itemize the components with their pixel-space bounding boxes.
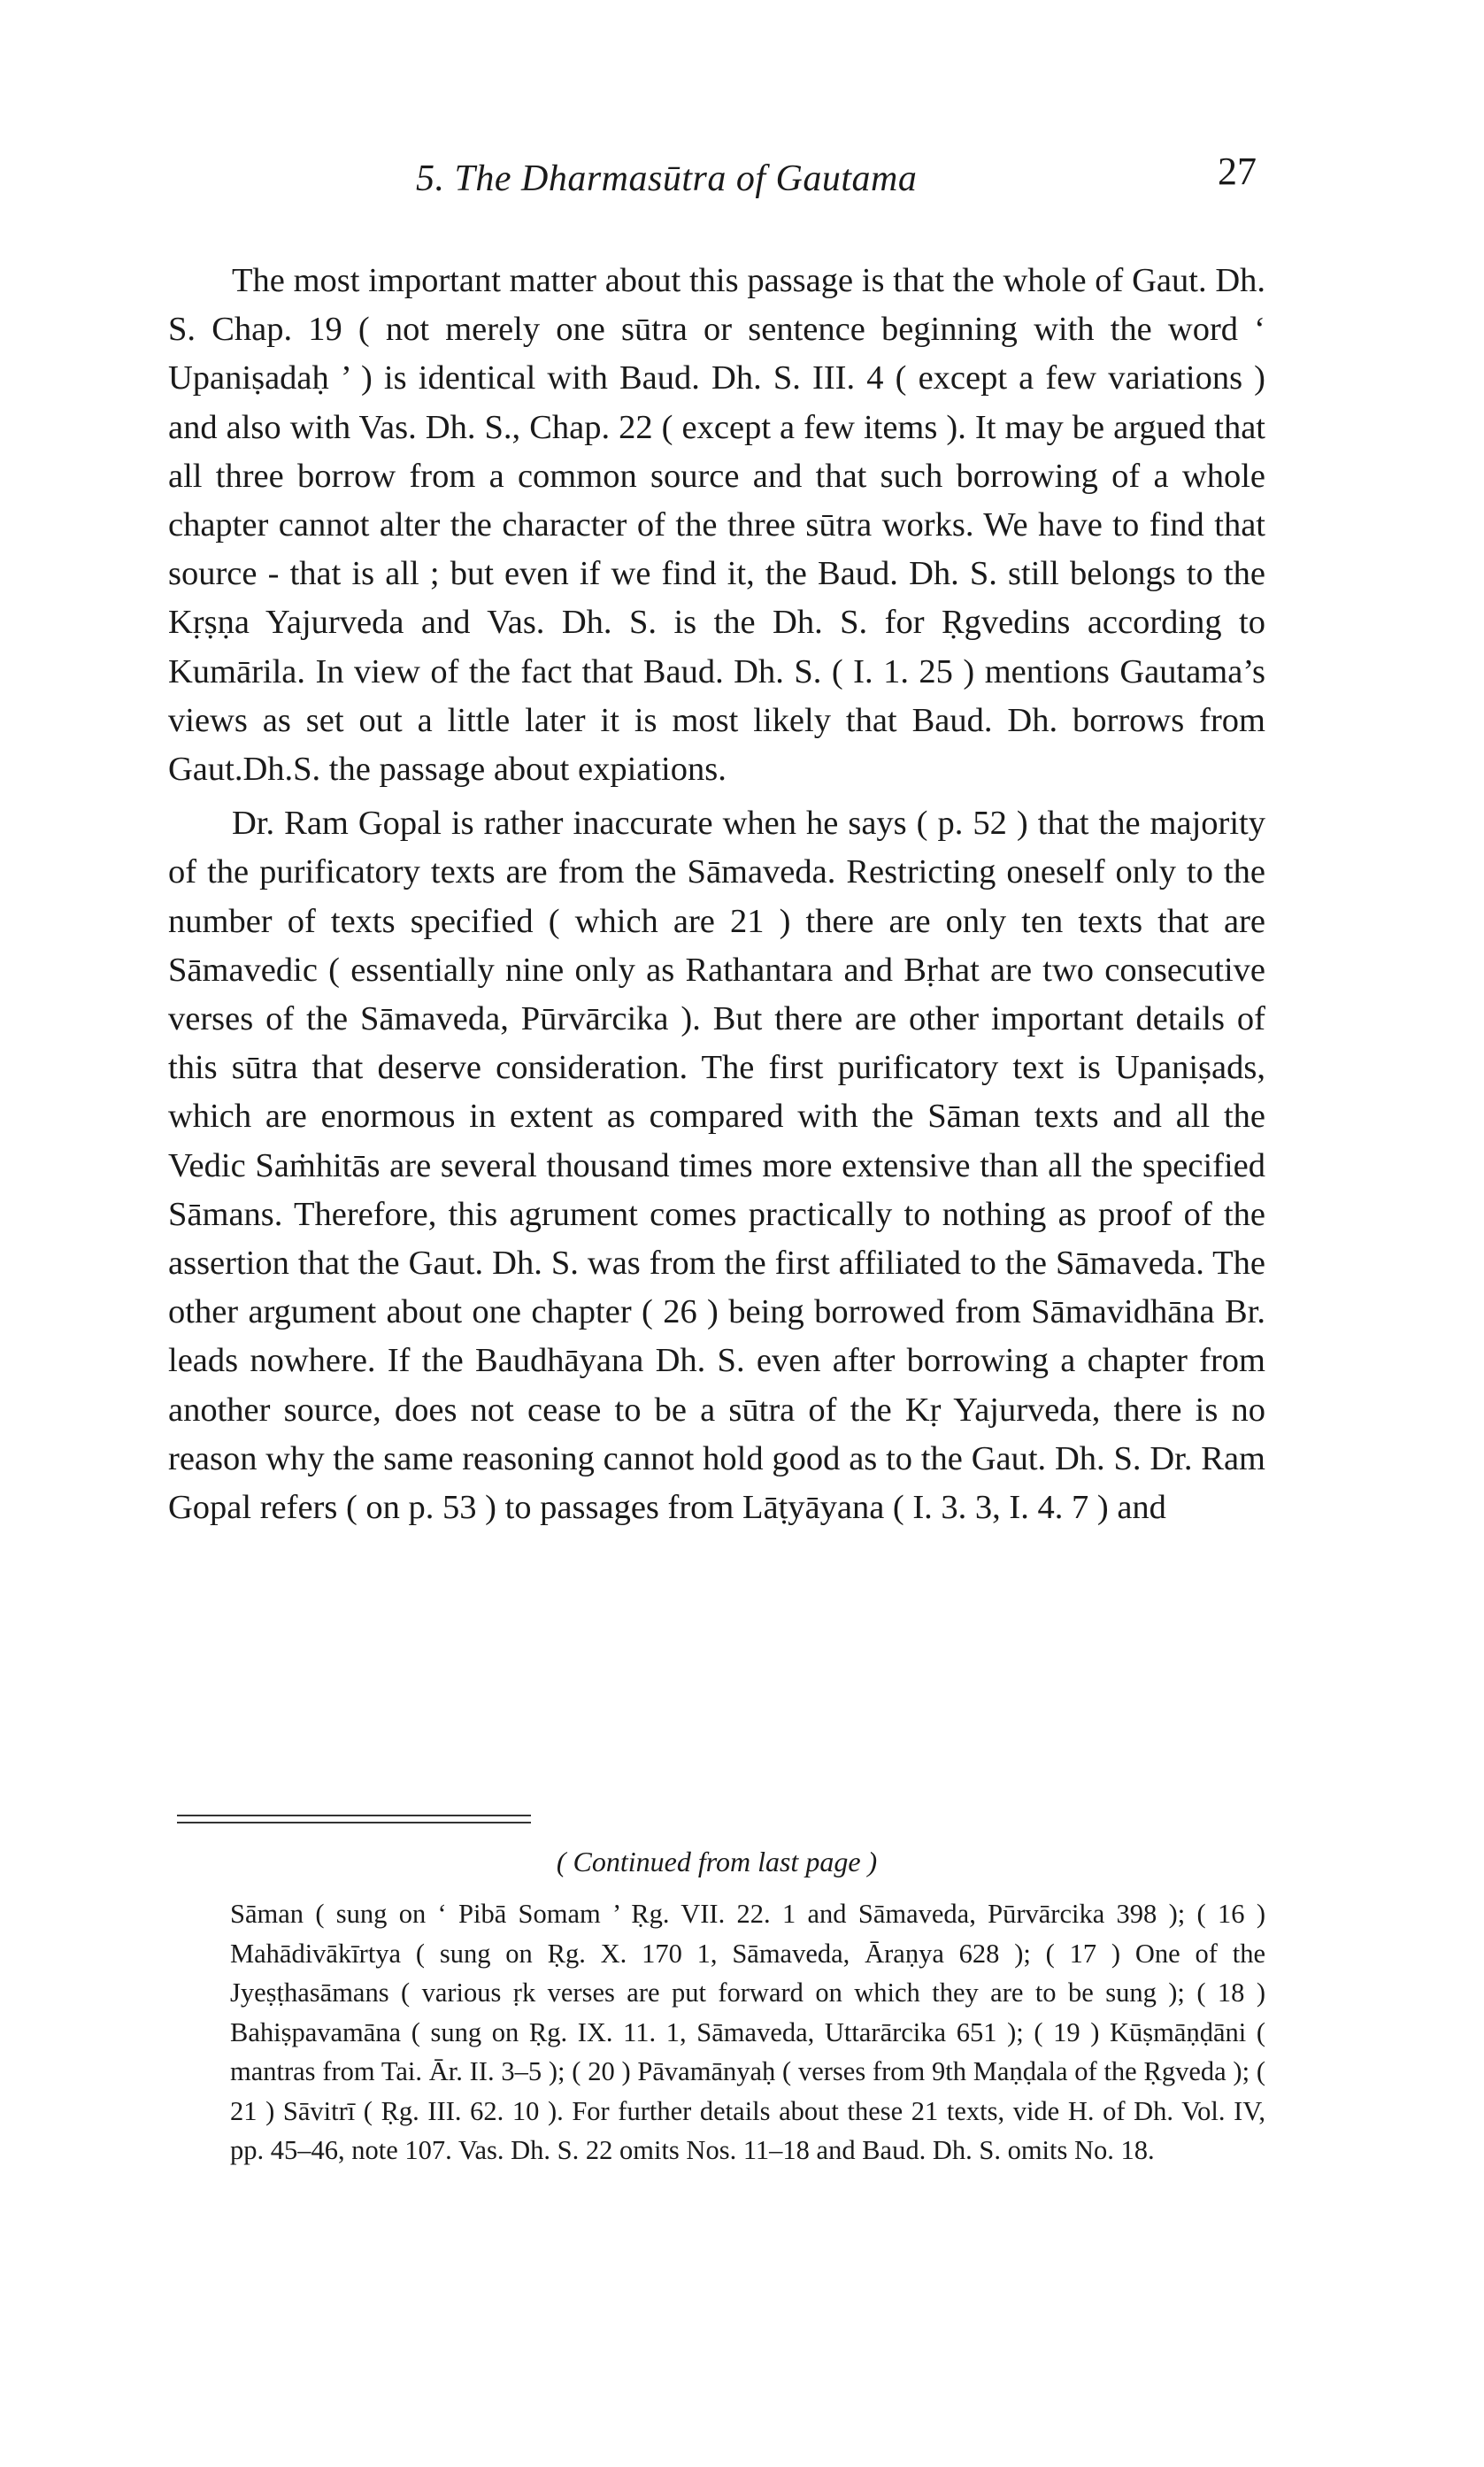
page-header (168, 150, 1265, 220)
footnote-divider (177, 1815, 531, 1823)
main-text (168, 257, 1265, 1538)
footnote-heading: ( Continued from last page ) (556, 1846, 878, 1877)
paragraph: Dr. Ram Gopal is rather inaccurate when he says ( p. 52 ) that the majority of the purificatory texts are from the Sāmaveda. Restricting oneself only to the number of texts specified ( which are 21 ) there are only ten texts that are Sāmavedic ( essentially nine only as Rathantara and Bṛhat are two consecutive verses of the Sāmaveda, Pūrvārcika ). But there are other important details of this sūtra that deserve consideration. The first purificatory text is Upaniṣads, which are enormous in extent as compared with the Sāman texts and all the Vedic Saṁhitās are several thousand times more extensive than all the specified Sāmans. Therefore, this agrument comes practically to nothing as proof of the assertion that the Gaut. Dh. S. was from the first affiliated to the Sāmaveda. The other argument about one chapter ( 26 ) being borrowed from Sāmavidhāna Br. leads nowhere. If the Baudhāyana Dh. S. even after borrowing a chapter from another source, does not cease to be a sūtra of the Kṛ Yajurveda, there is no reason why the same reasoning cannot hold good as to the Gaut. Dh. S. Dr. Ram Gopal refers ( on p. 53 ) to passages from Lāṭyāyana ( I. 3. 3, I. 4. 7 ) and (168, 805, 1265, 1527)
paragraph: The most important matter about this passage is that the whole of Gaut. Dh. S. Chap. 19 ( not merely one sūtra or sentence beginning with the word ‘ Upaniṣadaḥ ’ ) is identical with Baud. Dh. S. III. 4 ( except a few variations ) and also with Vas. Dh. S., Chap. 22 ( except a few items ). It may be argued that all three borrow from a common source and that such borrowing of a whole chapter cannot alter the character of the three sūtra works. We have to find that source - that is all ; but even if we find it, the Baud. Dh. S. still belongs to the Kṛṣṇa Yajurveda and Vas. Dh. S. is the Dh. S. for Ṛgvedins according to Kumārila. In view of the fact that Baud. Dh. S. ( I. 1. 25 ) mentions Gautama’s views as set out a little later it is most likely that Baud. Dh. borrows from Gaut.Dh.S. the passage about expiations. (168, 262, 1265, 789)
page-number: 27 (1218, 150, 1257, 193)
footnote-block (168, 1846, 1265, 2170)
running-title: 5. The Dharmasūtra of Gautama (416, 158, 918, 199)
footnote-text: Sāman ( sung on ‘ Pibā Somam ’ Ṛg. VII. 22. 1 and Sāmaveda, Pūrvārcika 398 ); ( 16 ) Mahādivākīrtya ( sung on Ṛg. X. 170 1, Sāmaveda, Āraṇya 628 ); ( 17 ) One of the Jyeṣṭhasāmans ( various ṛk verses are put forward on which they are to be sung ); ( 18 ) Bahiṣpavamāna ( sung on Ṛg. IX. 11. 1, Sāmaveda, Uttarārcika 651 ); ( 19 ) Kūṣmāṇḍāni ( mantras from Tai. Ār. II. 3–5 ); ( 20 ) Pāvamānyaḥ ( verses from 9th Maṇḍala of the Ṛgveda ); ( 21 ) Sāvitrī ( Ṛg. III. 62. 10 ). For further details about these 21 texts, vide H. of Dh. Vol. IV, pp. 45–46, note 107. Vas. Dh. S. 22 omits Nos. 11–18 and Baud. Dh. S. omits No. 18. (230, 1899, 1265, 2165)
